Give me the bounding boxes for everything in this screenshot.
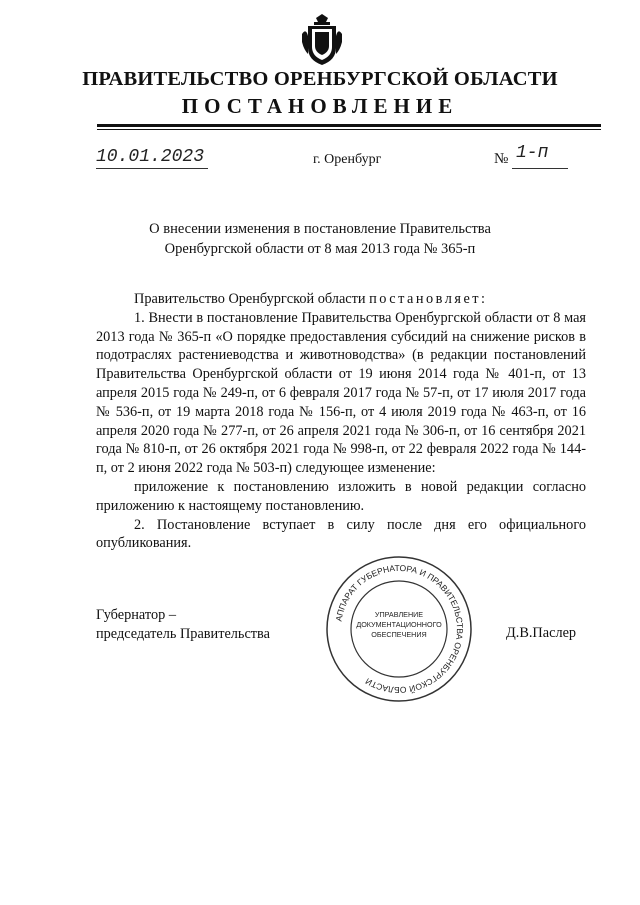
stamp-center-text <box>324 610 474 640</box>
header-rule-thin <box>97 129 601 130</box>
date-underline <box>96 168 208 169</box>
stamp-ring-text: АППАРАТ ГУБЕРНАТОРА И ПРАВИТЕЛЬСТВА ОРЕНБУРГСКОЙ ОБЛАСТИ <box>333 562 466 696</box>
document-body <box>96 290 586 553</box>
title-line: Оренбургской области от 8 мая 2013 года № 365-п <box>164 241 476 257</box>
document-title <box>120 219 520 259</box>
item-2: 2. Постановление вступает в силу после дня его официального опубликования. <box>96 516 586 552</box>
intro-paragraph <box>96 290 586 309</box>
position-line: председатель Правительства <box>96 626 270 642</box>
intro-text: Правительство Оренбургской области <box>134 291 366 307</box>
number-label: № <box>494 151 509 167</box>
document-type: ПОСТАНОВЛЕНИЕ <box>181 94 459 118</box>
item-1-sub: приложение к постановлению изложить в новой редакции согласно приложению к настоящему постановлению. <box>96 478 586 514</box>
stamp-line: УПРАВЛЕНИЕ <box>374 610 424 619</box>
document-date: 10.01.2023 <box>96 147 205 167</box>
signatory-position <box>96 606 270 644</box>
position-line: Губернатор – <box>96 607 176 623</box>
item-1: 1. Внести в постановление Правительства Оренбургской области от 8 мая 2013 года № 365-п «О порядке предоставления субсидий на снижение рисков в подотраслях растениеводства и животноводства» (в редакции постановлений Правительства Оренбургской области от 19 июня 2014 года № 401-п, от 13 апреля 2015 года № 249-п, от 6 февраля 2017 года № 57-п, от 17 июля 2017 года № 536-п, от 19 марта 2018 года № 156-п, от 4 июля 2019 года № 463-п, от 16 апреля 2020 года № 277-п, от 26 апреля 2021 года № 306-п, от 16 сентября 2021 года № 810-п, от 26 октября 2021 года № 998-п, от 22 февраля 2022 года № 144-п, от 2 июня 2022 года № 503-п) следующее изменение: <box>96 309 586 477</box>
signatory-name: Д.В.Паслер <box>506 625 577 641</box>
header-rule-thick <box>97 124 601 127</box>
stamp-line: ДОКУМЕНТАЦИОННОГО <box>356 620 442 629</box>
document-number: 1-п <box>516 143 549 163</box>
stamp-line: ОБЕСПЕЧЕНИЯ <box>371 630 427 639</box>
title-line: О внесении изменения в постановление Правительства <box>149 221 491 237</box>
document-city: г. Оренбург <box>313 152 382 167</box>
organization-name: ПРАВИТЕЛЬСТВО ОРЕНБУРГСКОЙ ОБЛАСТИ <box>82 68 558 90</box>
number-underline <box>512 168 568 169</box>
coat-of-arms-icon <box>302 14 342 66</box>
intro-verb: постановляет: <box>369 291 488 307</box>
